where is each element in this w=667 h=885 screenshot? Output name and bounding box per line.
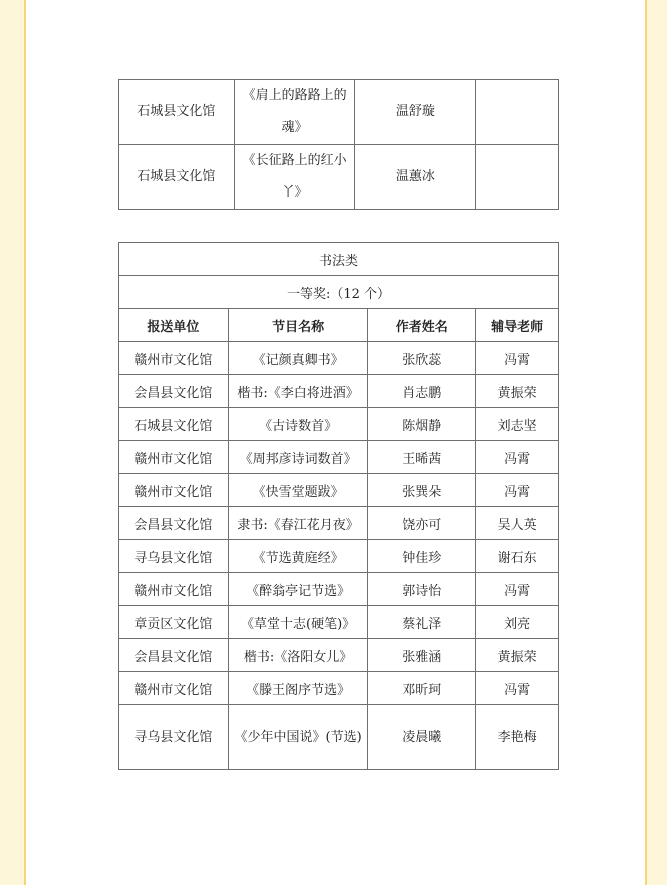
title-cell: 《周邦彦诗词数首》 — [228, 441, 368, 474]
teacher-cell: 冯霄 — [476, 573, 559, 606]
category-title: 书法类 — [119, 243, 559, 276]
unit-cell: 石城县文化馆 — [119, 145, 235, 210]
title-cell: 《快雪堂题跋》 — [228, 474, 368, 507]
award-title: 一等奖:（12 个） — [119, 276, 559, 309]
teacher-cell: 刘志坚 — [476, 408, 559, 441]
unit-cell: 寻乌县文化馆 — [119, 540, 229, 573]
title-cell: 《滕王阁序节选》 — [228, 672, 368, 705]
teacher-cell — [476, 80, 559, 145]
unit-cell: 寻乌县文化馆 — [119, 705, 229, 770]
author-cell: 张巽朵 — [368, 474, 476, 507]
author-cell: 肖志鹏 — [368, 375, 476, 408]
category-row — [119, 243, 559, 276]
title-cell: 《草堂十志(硬笔)》 — [228, 606, 368, 639]
teacher-cell: 谢石东 — [476, 540, 559, 573]
document-page — [24, 0, 647, 885]
table-row — [119, 408, 559, 441]
teacher-cell: 吴人英 — [476, 507, 559, 540]
unit-cell: 赣州市文化馆 — [119, 672, 229, 705]
teacher-cell — [476, 145, 559, 210]
title-cell: 《记颜真卿书》 — [228, 342, 368, 375]
unit-cell: 石城县文化馆 — [119, 80, 235, 145]
table-row — [119, 672, 559, 705]
teacher-cell: 冯霄 — [476, 441, 559, 474]
table-row — [119, 80, 559, 145]
author-cell: 蔡礼泽 — [368, 606, 476, 639]
teacher-cell: 刘亮 — [476, 606, 559, 639]
unit-cell: 赣州市文化馆 — [119, 342, 229, 375]
author-cell: 饶亦可 — [368, 507, 476, 540]
teacher-cell: 冯霄 — [476, 474, 559, 507]
column-header: 辅导老师 — [476, 309, 559, 342]
title-cell: 《长征路上的红小丫》 — [234, 145, 355, 210]
table-row — [119, 705, 559, 770]
title-cell: 《古诗数首》 — [228, 408, 368, 441]
table-row — [119, 573, 559, 606]
author-cell: 郭诗怡 — [368, 573, 476, 606]
unit-cell: 会昌县文化馆 — [119, 639, 229, 672]
table-row — [119, 540, 559, 573]
table-row — [119, 639, 559, 672]
author-cell: 陈烟静 — [368, 408, 476, 441]
header-row — [119, 309, 559, 342]
unit-cell: 石城县文化馆 — [119, 408, 229, 441]
table-row — [119, 375, 559, 408]
column-header: 节目名称 — [228, 309, 368, 342]
author-cell: 张欣蕊 — [368, 342, 476, 375]
teacher-cell: 黄振荣 — [476, 375, 559, 408]
table-row — [119, 342, 559, 375]
author-cell: 王晞茜 — [368, 441, 476, 474]
unit-cell: 赣州市文化馆 — [119, 441, 229, 474]
calligraphy-table — [118, 242, 559, 770]
unit-cell: 赣州市文化馆 — [119, 573, 229, 606]
table-row — [119, 474, 559, 507]
unit-cell: 会昌县文化馆 — [119, 375, 229, 408]
unit-cell: 会昌县文化馆 — [119, 507, 229, 540]
column-header: 作者姓名 — [368, 309, 476, 342]
title-cell: 《肩上的路路上的魂》 — [234, 80, 355, 145]
author-cell: 温蕙冰 — [355, 145, 476, 210]
title-cell: 《醉翁亭记节选》 — [228, 573, 368, 606]
author-cell: 张雅涵 — [368, 639, 476, 672]
table-row — [119, 441, 559, 474]
unit-cell: 赣州市文化馆 — [119, 474, 229, 507]
table-row — [119, 145, 559, 210]
teacher-cell: 李艳梅 — [476, 705, 559, 770]
title-cell: 《节选黄庭经》 — [228, 540, 368, 573]
teacher-cell: 冯霄 — [476, 342, 559, 375]
title-cell: 隶书:《春江花月夜》 — [228, 507, 368, 540]
author-cell: 钟佳珍 — [368, 540, 476, 573]
award-row — [119, 276, 559, 309]
title-cell: 楷书:《洛阳女儿》 — [228, 639, 368, 672]
column-header: 报送单位 — [119, 309, 229, 342]
table-row — [119, 606, 559, 639]
teacher-cell: 黄振荣 — [476, 639, 559, 672]
author-cell: 凌晨曦 — [368, 705, 476, 770]
unit-cell: 章贡区文化馆 — [119, 606, 229, 639]
top-table — [118, 79, 559, 210]
title-cell: 楷书:《李白将进酒》 — [228, 375, 368, 408]
teacher-cell: 冯霄 — [476, 672, 559, 705]
author-cell: 邓昕珂 — [368, 672, 476, 705]
title-cell: 《少年中国说》(节选) — [228, 705, 368, 770]
table-row — [119, 507, 559, 540]
author-cell: 温舒璇 — [355, 80, 476, 145]
